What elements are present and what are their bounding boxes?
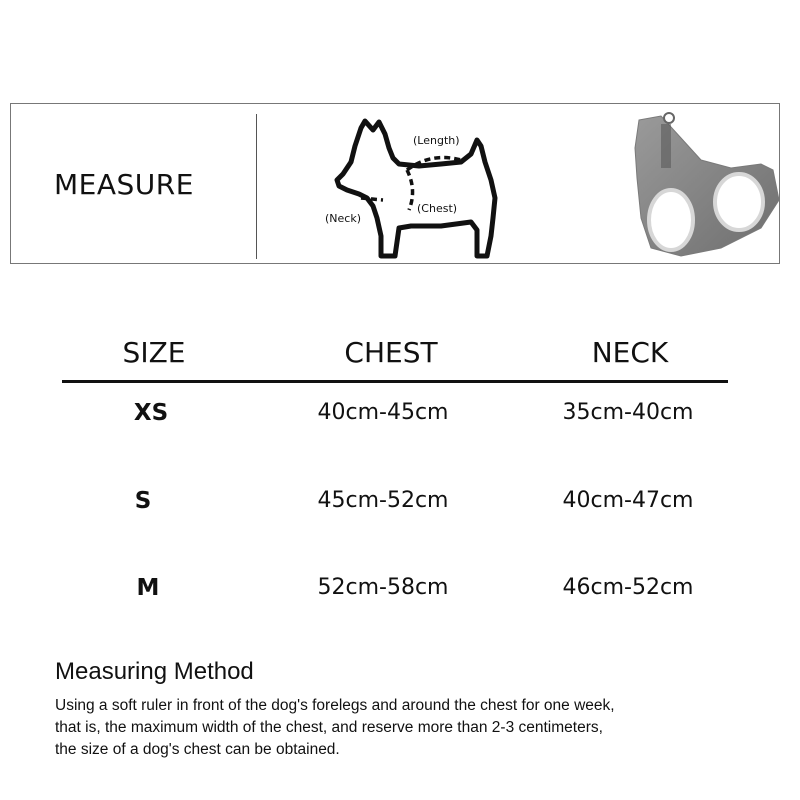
measure-divider xyxy=(256,114,257,259)
size-cell: M xyxy=(136,575,160,601)
method-line: Using a soft ruler in front of the dog's forelegs and around the chest for one week, xyxy=(55,697,615,714)
header-size: SIZE xyxy=(122,336,186,369)
measuring-method-title: Measuring Method xyxy=(55,658,254,685)
header-neck: NECK xyxy=(591,336,669,369)
chest-measure-line xyxy=(407,170,413,210)
length-label: (Length) xyxy=(413,134,460,147)
size-cell: S xyxy=(134,488,152,514)
measure-title: MEASURE xyxy=(54,168,194,201)
size-cell: XS xyxy=(133,400,169,426)
method-line: the size of a dog's chest can be obtained. xyxy=(55,741,340,758)
header-chest: CHEST xyxy=(344,336,438,369)
dog-measurement-diagram-icon xyxy=(321,118,521,263)
chest-cell: 45cm-52cm xyxy=(317,488,449,513)
method-line: that is, the maximum width of the chest, and reserve more than 2-3 centimeters, xyxy=(55,719,603,736)
measuring-method-text xyxy=(55,695,755,761)
neck-cell: 40cm-47cm xyxy=(562,488,694,513)
neck-cell: 46cm-52cm xyxy=(562,575,694,600)
measure-panel xyxy=(10,103,780,264)
chest-cell: 52cm-58cm xyxy=(317,575,449,600)
neck-measure-line xyxy=(361,198,383,200)
neck-cell: 35cm-40cm xyxy=(562,400,694,425)
chest-label: (Chest) xyxy=(417,202,458,215)
chest-cell: 40cm-45cm xyxy=(317,400,449,425)
header-divider xyxy=(62,380,728,383)
harness-photo-icon xyxy=(621,108,781,258)
neck-label: (Neck) xyxy=(325,212,361,225)
